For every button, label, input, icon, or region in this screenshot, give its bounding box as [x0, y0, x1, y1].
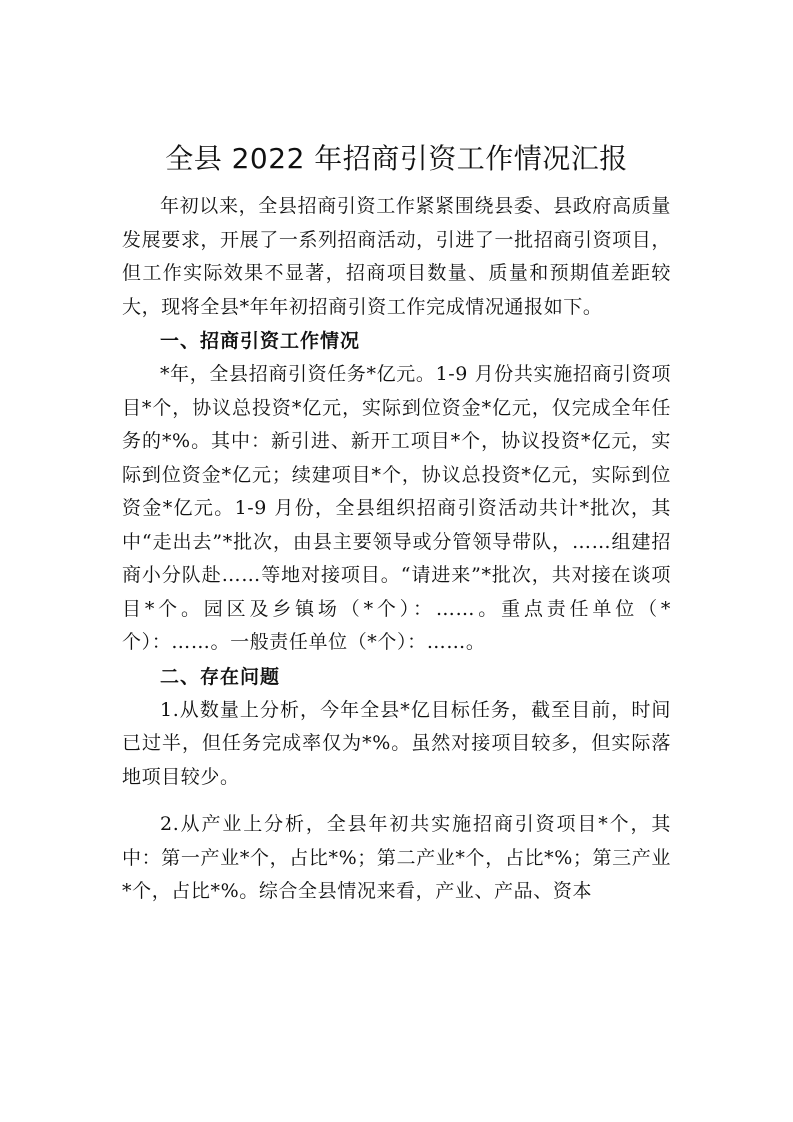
problem-point-2: 2.从产业上分析，全县年初共实施招商引资项目*个，其中：第一产业*个，占比*%；第二产业*个，占比*%；第三产业*个，占比*%。综合全县情况来看，产业、产品、资本 — [122, 813, 671, 902]
section-2-heading: 二、存在问题 — [160, 665, 281, 688]
section-1-body: *年，全县招商引资任务*亿元。1-9 月份共实施招商引资项目*个，协议总投资*亿元，实际到位资金*亿元，仅完成全年任务的*%。其中：新引进、新开工项目*个，协议投资*亿元，实际到位资金*亿元；续建项目*个，协议总投资*亿元，实际到位资金*亿元。1-9 月份，全县组织招商引资活动共计*批次，其中“走出去”*批次，由县主要领导或分管领导带队，……组建招商小分队赴……等地对接项目。“请进来”*批次，共对接在谈项目*个。园区及乡镇场（*个）：……。重点责任单位（*个）：……。一般责任单位（*个）：……。 — [122, 363, 671, 653]
intro-paragraph: 年初以来，全县招商引资工作紧紧围绕县委、县政府高质量发展要求，开展了一系列招商活动，引进了一批招商引资项目，但工作实际效果不显著，招商项目数量、质量和预期值差距较大，现将全县*年年初招商引资工作完成情况通报如下。 — [122, 195, 671, 318]
section-1-heading: 一、招商引资工作情况 — [160, 330, 361, 352]
problem-point-1: 1.从数量上分析，今年全县*亿目标任务，截至目前，时间已过半，但任务完成率仅为*%。虽然对接项目较多，但实际落地项目较少。 — [122, 698, 671, 788]
document-title: 全县 2022 年招商引资工作情况汇报 — [165, 142, 628, 175]
